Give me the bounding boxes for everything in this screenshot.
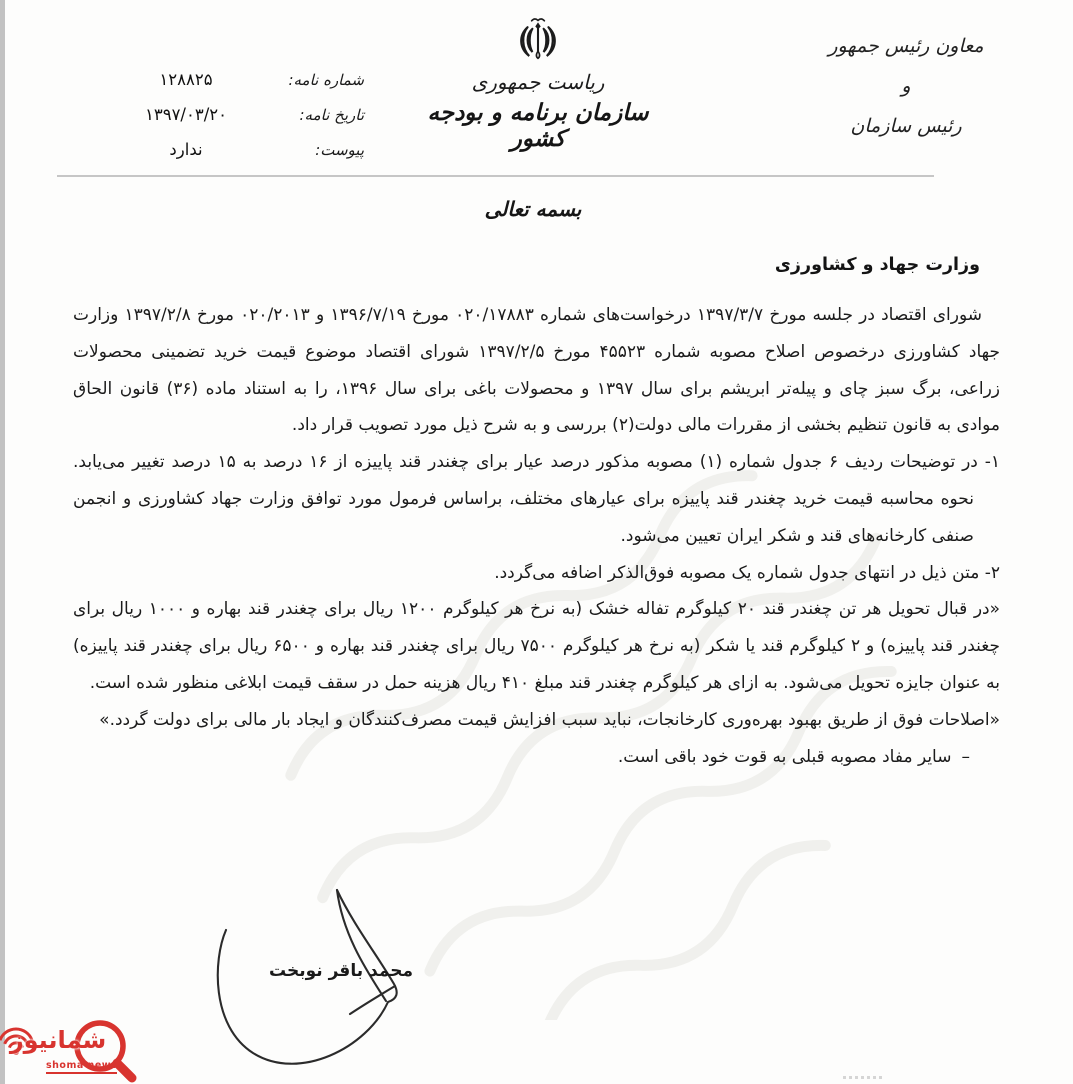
meta-row-number xyxy=(112,62,364,97)
signer-role-block xyxy=(791,26,1021,146)
signer-role-line: و xyxy=(901,75,911,97)
paragraph-quote-2: «اصلاحات فوق از طریق بهبود بهره‌وری کارخانجات، نباید سبب افزایش قیمت مصرف‌کنندگان و ایجاد بار مالی برای دولت گردد.» xyxy=(99,709,1000,730)
shomanews-watermark-logo xyxy=(0,1012,142,1084)
scan-artifact-mark xyxy=(843,1076,883,1079)
brand-name-farsi: شمانیوز xyxy=(9,1026,107,1054)
brand-name-english: shoma news xyxy=(46,1060,117,1074)
meta-label: تاریخ نامه: xyxy=(299,105,364,124)
org-name-line1: ریاست جمهوری xyxy=(471,70,605,94)
dash-bullet: – xyxy=(961,746,970,767)
letter-number: ۱۲۸۸۲۵ xyxy=(159,70,213,89)
scan-edge-strip xyxy=(0,0,5,1084)
header-divider xyxy=(57,175,934,177)
signer-role-line: معاون رئیس جمهور xyxy=(828,35,984,57)
letter-body xyxy=(73,297,1000,775)
paragraph-item-1: ۱- در توضیحات ردیف ۶ جدول شماره (۱) مصوبه مذکور درصد عیار برای چغندر قند پاییزه از ۱۶ درصد به ۱۵ درصد تغییر می‌یابد. نحوه محاسبه قیمت خرید چغندر قند پاییزه برای عیارهای مختلف، براساس فرمول مورد توافق وزارت جهاد کشاورزی و انجمن صنفی کارخانه‌های قند و شکر ایران تعیین می‌شود. xyxy=(73,452,1000,546)
meta-label: پیوست: xyxy=(315,140,364,159)
attachment-status: ندارد xyxy=(169,140,203,159)
signer-role-line: رئیس سازمان xyxy=(850,115,962,137)
paragraph-item-2: ۲- متن ذیل در انتهای جدول شماره یک مصوبه فوق‌الذکر اضافه می‌گردد. xyxy=(494,562,1000,583)
meta-row-date xyxy=(112,97,364,132)
signer-name: محمد باقر نوبخت xyxy=(269,961,413,981)
iran-emblem-icon xyxy=(514,14,562,66)
paragraph-quote-1: «در قبال تحویل هر تن چغندر قند ۲۰ کیلوگرم تفاله خشک (به نرخ هر کیلوگرم ۱۲۰۰ ریال برای چغندر قند بهاره و ۱۰۰۰ ریال برای چغندر قند پاییزه) و ۲ کیلوگرم قند یا شکر (به نرخ هر کیلوگرم ۷۵۰۰ ریال برای چغندر قند بهاره و ۶۵۰۰ ریال برای چغندر قند پاییزه) به عنوان جایزه تحویل می‌شود. به ازای هر کیلوگرم چغندر قند مبلغ ۴۱۰ ریال هزینه حمل در سقف قیمت ابلاغی منظور شده است. xyxy=(73,599,1001,693)
meta-label: شماره نامه: xyxy=(288,70,364,89)
closing-text: سایر مفاد مصوبه قبلی به قوت خود باقی است. xyxy=(617,746,952,767)
meta-row-attachment xyxy=(112,132,364,167)
letter-meta-block xyxy=(112,62,364,167)
org-name-line2: سازمان برنامه و بودجه کشور xyxy=(427,100,649,152)
bismillah: بسمه تعالی xyxy=(484,197,582,221)
letter-date: ۱۳۹۷/۰۳/۲۰ xyxy=(144,105,228,124)
addressee: وزارت جهاد و کشاورزی xyxy=(774,255,980,275)
paragraph-closing xyxy=(73,739,1000,776)
paragraph-intro: شورای اقتصاد در جلسه مورخ ۱۳۹۷/۳/۷ درخواست‌های شماره ۰۲۰/۱۷۸۸۳ مورخ ۱۳۹۶/۷/۱۹ و ۰۲۰/۲۰۱۳ مورخ ۱۳۹۷/۲/۸ وزارت جهاد کشاورزی درخصوص اصلاح مصوبه شماره ۴۵۵۲۳ مورخ ۱۳۹۷/۲/۵ شورای اقتصاد موضوع قیمت خرید تضمینی محصولات زراعی، برگ سبز چای و پیله‌تر ابریشم برای سال ۱۳۹۷ و محصولات باغی برای سال ۱۳۹۶، را به استناد ماده (۳۶) قانون الحاق موادی به قانون تنظیم بخشی از مقررات مالی دولت(۲) بررسی و به شرح ذیل مورد تصویب قرار داد. xyxy=(73,305,1000,436)
org-letterhead xyxy=(398,14,678,152)
